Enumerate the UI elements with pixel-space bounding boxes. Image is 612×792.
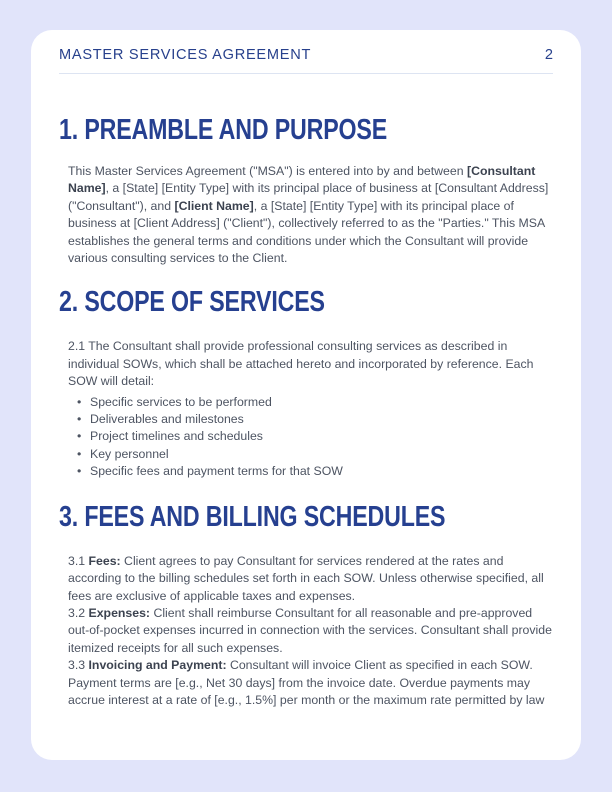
clause-text: Consultant will invoice Client as specified in each SOW. Payment terms are [e.g., Net 30 days] from the invoice date. Overdue payments may accrue interest at a rate of [e.g., 1.5%] per month or the maximum rate permitted by law xyxy=(68,658,545,707)
clause-2-1: 2.1 The Consultant shall provide professional consulting services as described in individual SOWs, which shall be attached hereto and incorporated by reference. Each SOW will detail: xyxy=(68,339,534,389)
list-item: • Project timelines and schedules xyxy=(90,428,553,445)
fee-clause-group xyxy=(59,553,553,710)
clause-number: 3.3 xyxy=(68,658,89,673)
running-header xyxy=(59,47,553,74)
document-page xyxy=(31,30,581,760)
preamble-text-run: , a [State] [Entity Type] with its principal place of business at [Client Address] ("Client"), collectively referred to as the "Parties." This MSA establishes the general terms and conditions under which the Consultant will provide various consulting services to the Client. xyxy=(68,198,545,266)
page-number: 2 xyxy=(544,47,553,63)
document-title: MASTER SERVICES AGREEMENT xyxy=(59,47,312,63)
clause-number: 3.2 xyxy=(68,605,89,620)
scope-bullet-list xyxy=(59,394,553,481)
list-item: • Specific fees and payment terms for that SOW xyxy=(90,463,553,480)
preamble-bold-run: [Client Name] xyxy=(174,198,254,213)
section-scope xyxy=(59,288,553,480)
fee-clause xyxy=(59,605,553,657)
clause-number: 3.1 xyxy=(68,553,89,568)
list-item: • Deliverables and milestones xyxy=(90,411,553,428)
clause-label: Expenses: xyxy=(88,605,151,620)
preamble-paragraph xyxy=(59,163,553,267)
document-body xyxy=(59,102,553,709)
section-preamble xyxy=(59,116,553,267)
section-heading-1: 1. PREAMBLE AND PURPOSE xyxy=(59,114,388,146)
clause-text: Client agrees to pay Consultant for services rendered at the rates and according to the billing schedules set forth in each SOW. Unless otherwise specified, all fees are exclusive of applicable taxes and expenses. xyxy=(68,553,544,603)
clause-label: Invoicing and Payment: xyxy=(88,658,227,673)
preamble-bold-run: [Consultant Name] xyxy=(68,164,536,196)
section-fees xyxy=(59,500,553,710)
preamble-text-run: This Master Services Agreement ("MSA") is entered into by and between xyxy=(68,164,467,178)
section-heading-3: 3. FEES AND BILLING SCHEDULES xyxy=(59,500,446,533)
clause-label: Fees: xyxy=(88,553,121,568)
list-item: • Key personnel xyxy=(90,446,553,463)
fee-clause xyxy=(59,657,553,709)
preamble-text-run: , a [State] [Entity Type] with its principal place of business at [Consultant Address] ("Consultant"), and xyxy=(68,181,549,213)
section-heading-2: 2. SCOPE OF SERVICES xyxy=(59,286,325,319)
fee-clause xyxy=(59,553,553,605)
clause-text: Client shall reimburse Consultant for all reasonable and pre-approved out-of-pocket expenses incurred in connection with the services. Consultant shall provide itemized receipts for all such expenses. xyxy=(68,605,552,655)
list-item: • Specific services to be performed xyxy=(90,394,553,411)
